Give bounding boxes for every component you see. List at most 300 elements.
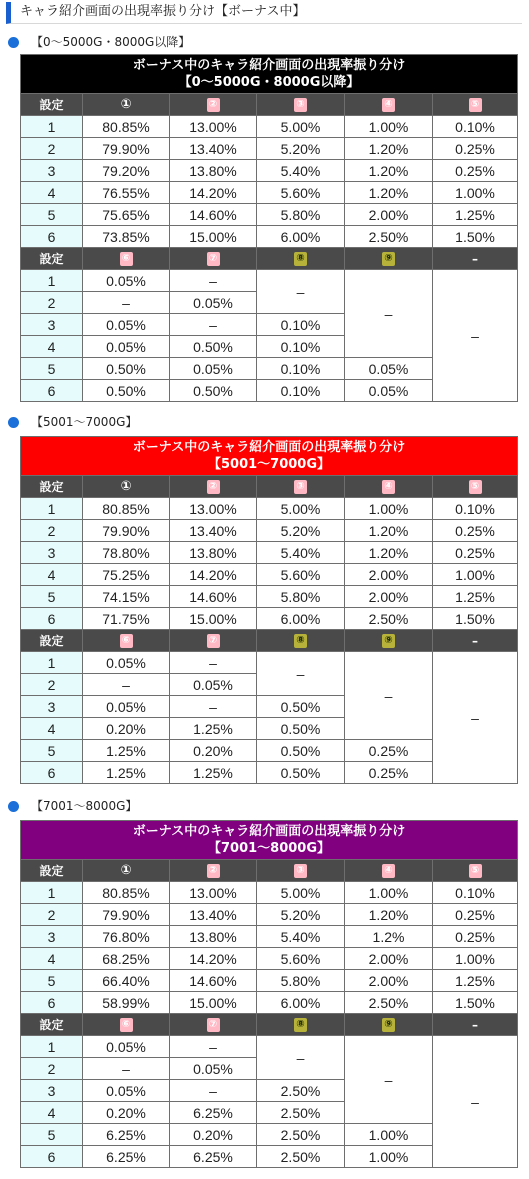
setting-cell: 6 [21,762,83,784]
number-badge-icon: ② [207,98,220,112]
setting-cell: 6 [21,608,83,630]
header-col [345,860,433,882]
number-badge-icon: ⑤ [469,864,482,878]
header-col [83,860,170,882]
value-cell: – [83,1058,170,1080]
value-cell: 0.10% [257,380,345,402]
value-cell: 6.25% [170,1102,257,1124]
value-cell: 0.50% [257,740,345,762]
header-col [170,248,257,270]
header-col [257,476,345,498]
value-cell: 1.25% [170,762,257,784]
setting-cell: 5 [21,586,83,608]
value-cell: 1.25% [83,762,170,784]
header-col [83,248,170,270]
number-badge-icon: ④ [382,98,395,112]
value-cell: 2.00% [345,970,433,992]
table-row [21,564,518,586]
setting-cell: 3 [21,542,83,564]
value-cell: 13.40% [170,520,257,542]
value-cell: 0.05% [170,674,257,696]
value-cell: 0.10% [257,336,345,358]
value-cell: 0.25% [433,542,518,564]
value-cell: 0.50% [170,380,257,402]
header-col [345,1014,433,1036]
header-col [83,94,170,116]
value-cell: 5.00% [257,882,345,904]
value-cell: 1.50% [433,608,518,630]
value-cell: 1.20% [345,904,433,926]
value-cell: 1.00% [433,564,518,586]
value-cell: 13.00% [170,498,257,520]
value-cell: 0.10% [433,882,518,904]
value-cell: 13.80% [170,542,257,564]
value-cell: 15.00% [170,992,257,1014]
value-cell: 2.00% [345,586,433,608]
value-cell: 0.25% [345,740,433,762]
header-row [21,94,518,116]
caption-line-1: ボーナス中のキャラ紹介画面の出現率振り分け [132,824,406,839]
setting-cell: 2 [21,292,83,314]
value-cell: 5.80% [257,970,345,992]
value-cell: 0.05% [170,292,257,314]
table-row [21,1036,518,1058]
value-cell: 76.80% [83,926,170,948]
table-row [21,926,518,948]
header-col [257,1014,345,1036]
table-row [21,116,518,138]
value-cell: 0.05% [83,696,170,718]
value-cell: 1.25% [433,586,518,608]
header-setting: 設定 [21,1014,83,1036]
value-cell: 13.00% [170,882,257,904]
value-cell: 0.10% [257,358,345,380]
value-cell: 6.25% [170,1146,257,1168]
table-row [21,270,518,292]
header-col [433,630,518,652]
value-cell: 5.00% [257,116,345,138]
value-cell: – [170,652,257,674]
value-cell: 14.20% [170,182,257,204]
number-badge-icon: ② [207,864,220,878]
probability-table [20,436,518,784]
value-cell: 5.40% [257,926,345,948]
number-badge-icon: ③ [294,98,307,112]
value-cell: – [170,696,257,718]
value-cell: 0.50% [257,696,345,718]
header-col [433,1014,518,1036]
number-badge-icon: ① [120,862,132,878]
table-row [21,992,518,1014]
value-cell: 2.50% [257,1146,345,1168]
number-badge-icon: ⑦ [207,252,220,266]
header-col [345,476,433,498]
value-cell: 0.05% [83,314,170,336]
setting-cell: 3 [21,926,83,948]
value-cell: 71.75% [83,608,170,630]
setting-cell: 5 [21,1124,83,1146]
number-badge-icon: – [472,1017,478,1032]
value-cell: – [170,1036,257,1058]
table-row [21,160,518,182]
value-cell: 0.20% [170,740,257,762]
number-badge-icon: ⑨ [382,634,395,648]
number-badge-icon: ⑥ [120,1018,133,1032]
number-badge-icon: ① [120,96,132,112]
value-cell: 0.50% [170,336,257,358]
table-row [21,138,518,160]
value-cell: 1.00% [345,1124,433,1146]
number-badge-icon: ⑦ [207,634,220,648]
setting-cell: 1 [21,652,83,674]
value-cell: 6.25% [83,1146,170,1168]
value-cell: 0.05% [345,358,433,380]
value-cell: 0.25% [433,520,518,542]
header-setting: 設定 [21,476,83,498]
bullet-dot-icon [8,37,19,48]
value-cell: 80.85% [83,116,170,138]
setting-cell: 6 [21,226,83,248]
number-badge-icon: ③ [294,480,307,494]
value-cell: 13.00% [170,116,257,138]
setting-cell: 3 [21,1080,83,1102]
value-cell: 0.50% [83,380,170,402]
value-cell: – [83,674,170,696]
number-badge-icon: ④ [382,480,395,494]
value-cell: 0.10% [433,498,518,520]
value-cell: 5.60% [257,564,345,586]
value-cell: 0.25% [433,160,518,182]
header-col [83,630,170,652]
header-col [257,94,345,116]
table-caption [21,55,518,94]
header-col [83,476,170,498]
header-col [345,248,433,270]
value-cell: 1.25% [83,740,170,762]
header-col [433,860,518,882]
value-cell: 13.40% [170,138,257,160]
header-col [257,248,345,270]
value-cell: 14.20% [170,564,257,586]
section-label [8,32,508,52]
value-cell: 15.00% [170,608,257,630]
header-col [345,94,433,116]
setting-cell: 5 [21,970,83,992]
header-col [433,94,518,116]
value-cell: – [83,292,170,314]
value-cell: 76.55% [83,182,170,204]
value-cell-merged: – [433,652,518,784]
number-badge-icon: ② [207,480,220,494]
value-cell: 13.80% [170,926,257,948]
header-row [21,476,518,498]
value-cell: 0.20% [170,1124,257,1146]
setting-cell: 1 [21,270,83,292]
value-cell: 1.25% [433,970,518,992]
value-cell: 14.20% [170,948,257,970]
value-cell-merged: – [345,652,433,740]
number-badge-icon: ⑦ [207,1018,220,1032]
value-cell: 58.99% [83,992,170,1014]
value-cell: 1.50% [433,992,518,1014]
table-row [21,970,518,992]
value-cell: 6.00% [257,226,345,248]
setting-cell: 4 [21,564,83,586]
table-row [21,586,518,608]
value-cell: 66.40% [83,970,170,992]
section-label [8,412,508,432]
caption-line-1: ボーナス中のキャラ紹介画面の出現率振り分け [132,440,406,455]
header-setting: 設定 [21,630,83,652]
table-row [21,182,518,204]
table-row [21,204,518,226]
header-col [170,860,257,882]
value-cell: 1.20% [345,138,433,160]
header-col [170,476,257,498]
table-row [21,882,518,904]
setting-cell: 4 [21,948,83,970]
probability-table [20,54,518,402]
value-cell: 14.60% [170,586,257,608]
value-cell: 0.25% [433,926,518,948]
setting-cell: 4 [21,336,83,358]
table-row [21,520,518,542]
value-cell: 5.60% [257,182,345,204]
number-badge-icon: ⑧ [294,252,307,266]
value-cell-merged: – [345,270,433,358]
setting-cell: 2 [21,1058,83,1080]
value-cell: 15.00% [170,226,257,248]
number-badge-icon: ⑥ [120,252,133,266]
value-cell: 73.85% [83,226,170,248]
value-cell-merged: – [257,1036,345,1080]
value-cell: 0.10% [257,314,345,336]
number-badge-icon: ③ [294,864,307,878]
value-cell: 0.05% [83,270,170,292]
value-cell-merged: – [345,1036,433,1124]
value-cell: 79.90% [83,138,170,160]
section-label [8,796,508,816]
value-cell: 2.00% [345,204,433,226]
value-cell: 0.25% [433,138,518,160]
header-setting: 設定 [21,860,83,882]
value-cell: 2.50% [345,226,433,248]
setting-cell: 5 [21,204,83,226]
value-cell: 1.25% [170,718,257,740]
setting-cell: 2 [21,904,83,926]
caption-row [21,437,518,476]
value-cell: 2.50% [257,1102,345,1124]
value-cell: 5.60% [257,948,345,970]
value-cell: 1.00% [345,1146,433,1168]
value-cell: 2.50% [345,992,433,1014]
value-cell: – [170,314,257,336]
value-cell: 0.05% [83,652,170,674]
caption-line-2: 【7001～8000G】 [207,841,331,856]
value-cell: 0.50% [83,358,170,380]
value-cell: 5.80% [257,204,345,226]
setting-cell: 2 [21,520,83,542]
value-cell: 5.40% [257,542,345,564]
value-cell: 5.00% [257,498,345,520]
caption-line-1: ボーナス中のキャラ紹介画面の出現率振り分け [132,58,406,73]
header-col [257,630,345,652]
setting-cell: 4 [21,718,83,740]
value-cell: 1.00% [345,882,433,904]
section-label-text: 【5001～7000G】 [31,415,138,429]
value-cell: 1.2% [345,926,433,948]
setting-cell: 3 [21,696,83,718]
value-cell: 5.80% [257,586,345,608]
value-cell: 0.05% [83,1036,170,1058]
value-cell: 2.00% [345,948,433,970]
value-cell: 0.05% [170,358,257,380]
number-badge-icon: ④ [382,864,395,878]
value-cell: 1.25% [433,204,518,226]
value-cell: 1.20% [345,542,433,564]
value-cell: 2.00% [345,564,433,586]
header-col [345,630,433,652]
value-cell: 0.25% [345,762,433,784]
number-badge-icon: – [472,251,478,266]
header-col [257,860,345,882]
setting-cell: 1 [21,498,83,520]
header-col [433,476,518,498]
value-cell: 79.20% [83,160,170,182]
number-badge-icon: – [472,633,478,648]
header-setting: 設定 [21,94,83,116]
value-cell: 1.00% [433,948,518,970]
table-row [21,652,518,674]
table-row [21,904,518,926]
value-cell: 78.80% [83,542,170,564]
probability-table [20,820,518,1168]
table-row [21,542,518,564]
value-cell: 1.20% [345,182,433,204]
value-cell: 80.85% [83,882,170,904]
page-title: キャラ紹介画面の出現率振り分け【ボーナス中】 [6,2,522,24]
value-cell: 0.05% [345,380,433,402]
table-row [21,226,518,248]
value-cell: 13.40% [170,904,257,926]
value-cell: 0.50% [257,718,345,740]
header-row [21,1014,518,1036]
header-setting: 設定 [21,248,83,270]
header-row [21,860,518,882]
setting-cell: 3 [21,160,83,182]
caption-line-2: 【5001～7000G】 [207,457,331,472]
value-cell: 0.25% [433,904,518,926]
value-cell: 1.00% [345,498,433,520]
number-badge-icon: ⑥ [120,634,133,648]
caption-row [21,821,518,860]
value-cell: 75.65% [83,204,170,226]
number-badge-icon: ⑤ [469,480,482,494]
value-cell-merged: – [433,270,518,402]
value-cell: 5.20% [257,138,345,160]
number-badge-icon: ⑨ [382,1018,395,1032]
bullet-dot-icon [8,801,19,812]
setting-cell: 5 [21,358,83,380]
setting-cell: 5 [21,740,83,762]
setting-cell: 2 [21,138,83,160]
table-caption [21,821,518,860]
number-badge-icon: ⑧ [294,634,307,648]
value-cell: 0.05% [170,1058,257,1080]
value-cell: 0.20% [83,1102,170,1124]
value-cell: 14.60% [170,970,257,992]
header-col [433,248,518,270]
header-row [21,248,518,270]
table-caption [21,437,518,476]
value-cell: – [170,1080,257,1102]
table-row [21,948,518,970]
value-cell: 68.25% [83,948,170,970]
number-badge-icon: ① [120,478,132,494]
value-cell: 5.20% [257,904,345,926]
setting-cell: 2 [21,674,83,696]
setting-cell: 1 [21,116,83,138]
value-cell: 0.05% [83,336,170,358]
number-badge-icon: ⑤ [469,98,482,112]
header-col [83,1014,170,1036]
value-cell: 79.90% [83,904,170,926]
value-cell: 1.20% [345,160,433,182]
value-cell: 2.50% [257,1124,345,1146]
value-cell: 0.10% [433,116,518,138]
value-cell: 0.20% [83,718,170,740]
value-cell: 1.50% [433,226,518,248]
setting-cell: 3 [21,314,83,336]
section-label-text: 【0～5000G・8000G以降】 [31,35,191,49]
number-badge-icon: ⑧ [294,1018,307,1032]
setting-cell: 1 [21,882,83,904]
value-cell: 2.50% [345,608,433,630]
value-cell: 6.00% [257,992,345,1014]
number-badge-icon: ⑨ [382,252,395,266]
value-cell: 80.85% [83,498,170,520]
value-cell: 14.60% [170,204,257,226]
section-label-text: 【7001～8000G】 [31,799,138,813]
value-cell: 0.05% [83,1080,170,1102]
value-cell: 0.50% [257,762,345,784]
value-cell: 1.00% [433,182,518,204]
bullet-dot-icon [8,417,19,428]
setting-cell: 6 [21,1146,83,1168]
value-cell: 75.25% [83,564,170,586]
header-row [21,630,518,652]
table-row [21,608,518,630]
value-cell: 74.15% [83,586,170,608]
setting-cell: 4 [21,1102,83,1124]
caption-row [21,55,518,94]
header-col [170,1014,257,1036]
value-cell: 1.00% [345,116,433,138]
setting-cell: 6 [21,992,83,1014]
value-cell: 13.80% [170,160,257,182]
caption-line-2: 【0～5000G・8000G以降】 [178,75,360,90]
setting-cell: 6 [21,380,83,402]
value-cell-merged: – [433,1036,518,1168]
setting-cell: 1 [21,1036,83,1058]
table-row [21,498,518,520]
setting-cell: 4 [21,182,83,204]
value-cell-merged: – [257,270,345,314]
value-cell: 5.40% [257,160,345,182]
header-col [170,94,257,116]
value-cell: 79.90% [83,520,170,542]
value-cell: 1.20% [345,520,433,542]
